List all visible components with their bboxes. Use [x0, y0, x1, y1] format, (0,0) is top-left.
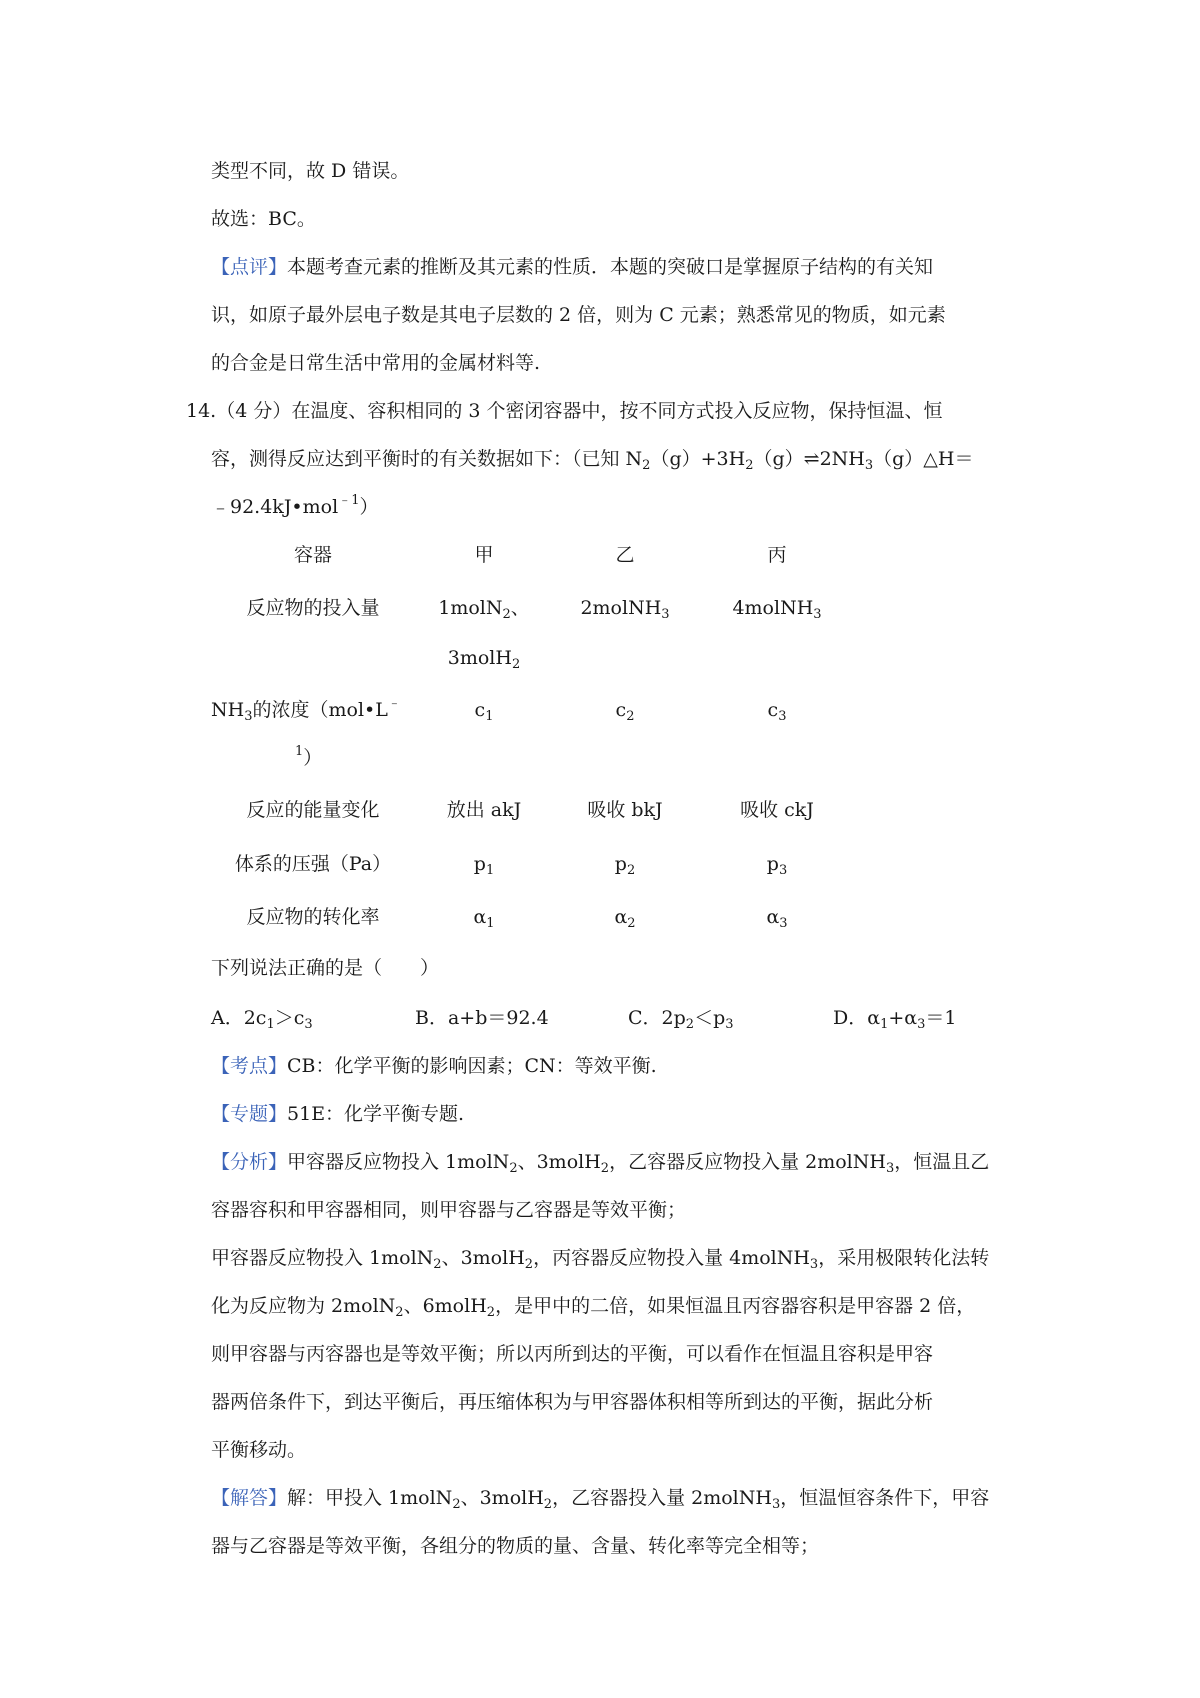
fenxi-line-1: 【分析】甲容器反应物投入 1molN$_2$、3molH$_2$，乙容器反应物投入量 2molNH$_3$，恒温且乙 — [211, 1151, 990, 1176]
jieda-tag: 【解答】 — [211, 1487, 288, 1509]
kaodian-tag: 【考点】 — [211, 1055, 288, 1077]
fenxi-tag: 【分析】 — [211, 1151, 288, 1173]
review-line-2: 识，如原子最外层电子数是其电子层数的 2 倍，则为 C 元素；熟悉常见的物质，如元素 — [211, 304, 946, 326]
fenxi-line-6: 器两倍条件下，到达平衡后，再压缩体积为与甲容器体积相等所到达的平衡，据此分析 — [211, 1391, 934, 1413]
zhuanti-tag: 【专题】 — [211, 1103, 288, 1125]
table-cell-pressure-yi: $p_2$ — [614, 853, 636, 878]
question-line-1: 14.（4 分）在温度、容积相同的 3 个密闭容器中，按不同方式投入反应物，保持恒温、恒 — [186, 400, 943, 422]
table-header-container: 容器 — [293, 544, 333, 566]
option-a: A．$2c_1>c_3$ — [211, 1007, 313, 1032]
fenxi-line-7: 平衡移动。 — [211, 1439, 307, 1461]
table-cell-input-jia-2: 3molH$_2$ — [447, 647, 521, 672]
table-cell-conc-bing: $c_3$ — [767, 699, 787, 724]
review-line-1: 【点评】本题考查元素的推断及其元素的性质．本题的突破口是掌握原子结构的有关知 — [211, 256, 934, 278]
jieda-line-1: 【解答】解：甲投入 1molN$_2$、3molH$_2$，乙容器投入量 2molNH$_3$，恒温恒容条件下，甲容 — [211, 1487, 990, 1512]
question-line-3: ﹣92.4kJ•mol$^{﹣1}$） — [211, 493, 379, 518]
table-cell-input-jia: 1molN$_2$、 — [438, 597, 530, 622]
review-line-3: 的合金是日常生活中常用的金属材料等. — [211, 352, 541, 374]
table-cell-conversion-bing: $\alpha_3$ — [766, 906, 788, 931]
fenxi-line-2: 容器容积和甲容器相同，则甲容器与乙容器是等效平衡； — [211, 1199, 687, 1221]
table-cell-conc-yi: $c_2$ — [615, 699, 635, 724]
prev-line-1: 类型不同，故 D 错误。 — [211, 160, 410, 182]
kaodian-line: 【考点】CB：化学平衡的影响因素；CN：等效平衡. — [211, 1055, 657, 1077]
table-row-conc-label-2: $^1$） — [295, 744, 323, 769]
option-d: D．$\alpha_1+\alpha_3=1$ — [833, 1007, 957, 1032]
question-prompt: 下列说法正确的是（ ） — [211, 957, 440, 979]
table-row-conc-label: $NH_3$的浓度（mol•L﹣ — [211, 696, 401, 724]
jieda-line-2: 器与乙容器是等效平衡，各组分的物质的量、含量、转化率等完全相等； — [211, 1535, 820, 1557]
table-row-energy-label: 反应的能量变化 — [246, 799, 380, 821]
question-number: 14. — [186, 400, 217, 422]
question-line-2: 容，测得反应达到平衡时的有关数据如下：（已知 $N_2(g)+3H_2(g)\rightleftharpoons 2NH_3(g)\triangle H=$ — [211, 448, 974, 473]
table-cell-input-yi: 2molNH$_3$ — [580, 597, 670, 622]
table-cell-pressure-bing: $p_3$ — [766, 853, 788, 878]
fenxi-line-4: 化为反应物为 2molN$_2$、6molH$_2$，是甲中的二倍，如果恒温且丙容器容积是甲容器 2 倍， — [211, 1295, 976, 1320]
table-header-jia: 甲 — [474, 544, 494, 566]
table-cell-conversion-jia: $\alpha_1$ — [473, 906, 495, 931]
table-row-pressure-label: 体系的压强（Pa） — [234, 853, 392, 875]
option-b: B．a+b＝92.4 — [415, 1007, 549, 1029]
fenxi-line-5: 则甲容器与丙容器也是等效平衡；所以丙所到达的平衡，可以看作在恒温且容积是甲容 — [211, 1343, 934, 1365]
table-cell-energy-bing: 吸收 ckJ — [740, 799, 814, 821]
fenxi-line-3: 甲容器反应物投入 1molN$_2$、3molH$_2$，丙容器反应物投入量 4molNH$_3$，采用极限转化法转 — [211, 1247, 990, 1272]
table-header-yi: 乙 — [615, 544, 635, 566]
option-c: C．$2p_2<p_3$ — [628, 1007, 734, 1032]
table-cell-energy-jia: 放出 akJ — [446, 799, 522, 821]
table-cell-input-bing: 4molNH$_3$ — [732, 597, 822, 622]
table-header-bing: 丙 — [767, 544, 787, 566]
review-tag: 【点评】 — [211, 256, 288, 278]
table-row-input-label: 反应物的投入量 — [246, 597, 380, 619]
table-cell-conversion-yi: $\alpha_2$ — [614, 906, 636, 931]
table-cell-conc-jia: $c_1$ — [474, 699, 494, 724]
table-row-conversion-label: 反应物的转化率 — [246, 906, 380, 928]
table-cell-energy-yi: 吸收 bkJ — [587, 799, 663, 821]
prev-line-2: 故选：BC。 — [211, 208, 316, 230]
zhuanti-line: 【专题】51E：化学平衡专题. — [211, 1103, 465, 1125]
table-cell-pressure-jia: $p_1$ — [473, 853, 495, 878]
